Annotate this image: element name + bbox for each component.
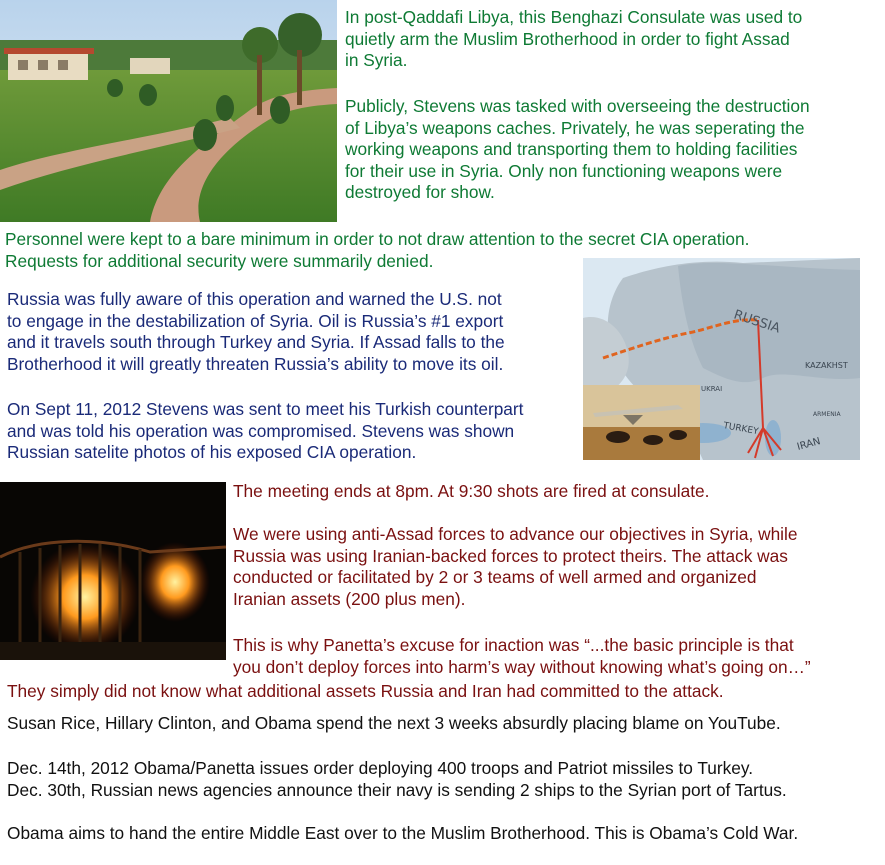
text-line: of Libya’s weapons caches. Privately, he was seperating the xyxy=(345,117,805,138)
text-line: Russia was using Iranian-backed forces to protect theirs. The attack was xyxy=(233,545,788,566)
text-line: Susan Rice, Hillary Clinton, and Obama spend the next 3 weeks absurdly placing blame on YouTube. xyxy=(7,713,781,733)
text-line: for their use in Syria. Only non functioning weapons were xyxy=(345,160,783,181)
text-line: Publicly, Stevens was tasked with overseeing the destruction xyxy=(345,96,810,116)
text-line: Obama aims to hand the entire Middle East over to the Muslim Brotherhood. This is Obama’s Cold War. xyxy=(7,823,799,843)
text-line: working weapons and transporting them to holding facilities xyxy=(345,139,798,159)
fire-photo xyxy=(0,482,226,660)
text-line: Dec. 30th, Russian news agencies announce their navy is sending 2 ships to the Syrian port of Tartus. xyxy=(7,779,787,800)
text-line: destroyed for show. xyxy=(345,182,495,202)
text-line: Requests for additional security were summarily denied. xyxy=(5,250,434,271)
text-line: In post-Qaddafi Libya, this Benghazi Consulate was used to xyxy=(345,7,803,27)
text-line: Personnel were kept to a bare minimum in order to not draw attention to the secret CIA operation. xyxy=(5,229,750,249)
text-line: and it travels south through Turkey and Syria. If Assad falls to the xyxy=(7,332,505,352)
text-line: The meeting ends at 8pm. At 9:30 shots are fired at consulate. xyxy=(233,481,710,501)
map-label-ukraine: UKRAI xyxy=(701,385,723,393)
map-label-turkey: TURKEY xyxy=(722,421,760,438)
assets-paragraph xyxy=(7,681,724,703)
intro-paragraph xyxy=(345,7,802,72)
panetta-paragraph xyxy=(233,635,811,678)
text-line: conducted or facilitated by 2 or 3 teams of well armed and organized xyxy=(233,567,757,587)
youtube-paragraph xyxy=(7,713,781,735)
forces-paragraph xyxy=(233,524,797,610)
text-line: quietly arm the Muslim Brotherhood in order to fight Assad xyxy=(345,28,790,49)
text-line: We were using anti-Assad forces to advance our objectives in Syria, while xyxy=(233,524,798,544)
text-line: They simply did not know what additional assets Russia and Iran had committed to the attack. xyxy=(7,681,724,701)
cold-war-paragraph xyxy=(7,823,798,845)
map-label-kazakhstan: KAZAKHST xyxy=(805,361,848,370)
stevens-paragraph xyxy=(345,96,810,204)
text-line: Iranian assets (200 plus men). xyxy=(233,588,466,609)
text-line: Dec. 14th, 2012 Obama/Panetta issues order deploying 400 troops and Patriot missiles to Turkey. xyxy=(7,758,754,778)
missile-photo xyxy=(583,385,700,460)
text-line: and was told his operation was compromised. Stevens was shown xyxy=(7,420,515,441)
consulate-photo xyxy=(0,0,337,222)
meeting-paragraph xyxy=(233,481,709,503)
text-line: Russian satelite photos of his exposed CIA operation. xyxy=(7,442,417,462)
text-line: On Sept 11, 2012 Stevens was sent to meet his Turkish counterpart xyxy=(7,399,524,419)
text-line: to engage in the destabilization of Syria. Oil is Russia’s #1 export xyxy=(7,310,504,331)
map-label-russia: RUSSIA xyxy=(731,307,782,337)
text-line: in Syria. xyxy=(345,50,408,70)
map-label-armenia: ARMENIA xyxy=(813,411,841,418)
text-line: This is why Panetta’s excuse for inaction was “...the basic principle is that xyxy=(233,635,794,655)
text-line: Brotherhood it will greatly threaten Russia’s ability to move its oil. xyxy=(7,353,504,374)
russia-paragraph xyxy=(7,289,505,375)
text-line: Russia was fully aware of this operation and warned the U.S. not xyxy=(7,289,502,309)
text-line: you don’t deploy forces into harm’s way without knowing what’s going on…” xyxy=(233,656,811,677)
december-paragraph xyxy=(7,758,787,801)
map-label-iran: IRAN xyxy=(795,436,822,453)
sept-11-paragraph xyxy=(7,399,523,464)
